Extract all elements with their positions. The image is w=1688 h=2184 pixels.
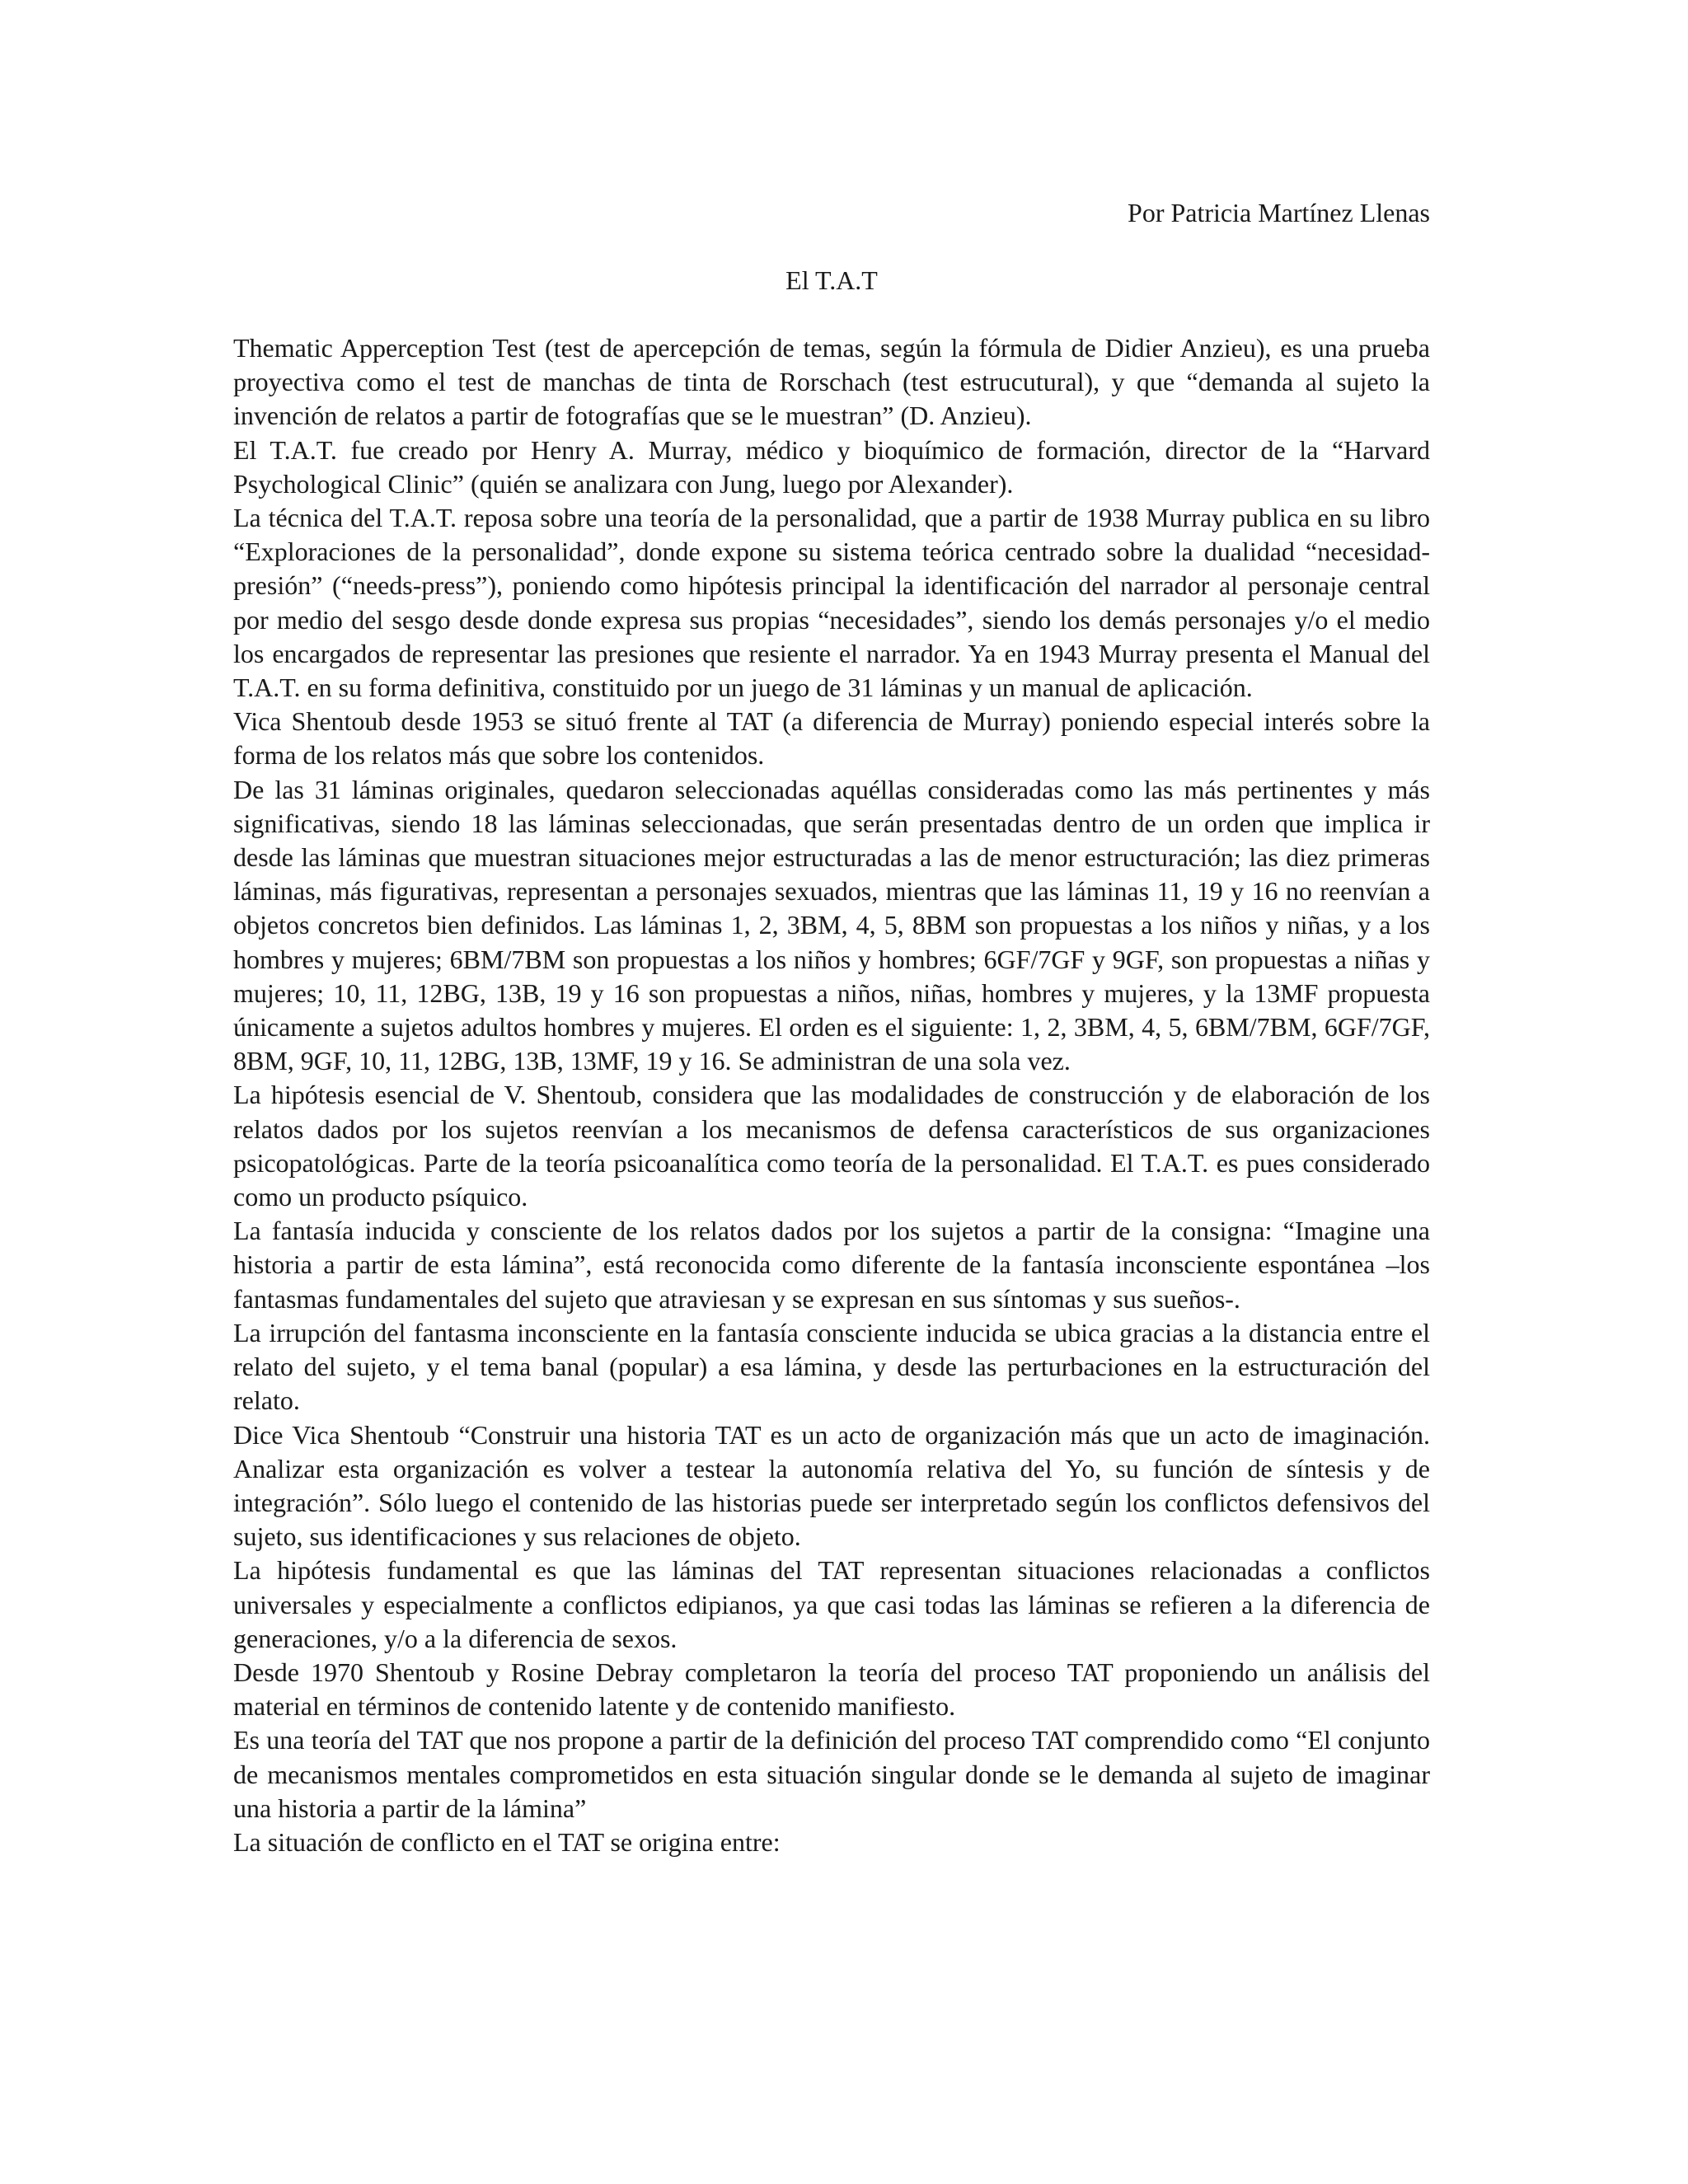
paragraph: La irrupción del fantasma inconsciente en la fantasía consciente inducida se ubica gracias a la distancia entre el relato del sujeto, y el tema banal (popular) a esa lámina, y desde las perturbaciones en la estructuración del relato. bbox=[233, 1317, 1430, 1416]
paragraph: Desde 1970 Shentoub y Rosine Debray completaron la teoría del proceso TAT proponiendo un análisis del material en términos de contenido latente y de contenido manifiesto. bbox=[233, 1657, 1430, 1722]
paragraph: Thematic Apperception Test (test de apercepción de temas, según la fórmula de Didier Anzieu), es una prueba proyectiva como el test de manchas de tinta de Rorschach (test estrucutural), y que “demanda al sujeto la invención de relatos a partir de fotografías que se le muestran” (D. Anzieu). bbox=[233, 333, 1430, 431]
paragraph: El T.A.T. fue creado por Henry A. Murray, médico y bioquímico de formación, director de la “Harvard Psychological Clinic” (quién se analizara con Jung, luego por Alexander). bbox=[233, 434, 1430, 499]
paragraph: La fantasía inducida y consciente de los relatos dados por los sujetos a partir de la consigna: “Imagine una historia a partir de esta lámina”, está reconocida como diferente de la fantasía inconsciente espontánea –los fantasmas fundamentales del sujeto que atraviesan y se expresan en sus síntomas y sus sueños-. bbox=[233, 1216, 1430, 1314]
paragraph: Es una teoría del TAT que nos propone a partir de la definición del proceso TAT comprendido como “El conjunto de mecanismos mentales comprometidos en esta situación singular donde se le demanda al sujeto de imaginar una historia a partir de la lámina” bbox=[233, 1725, 1430, 1823]
paragraph: La técnica del T.A.T. reposa sobre una teoría de la personalidad, que a partir de 1938 Murray publica en su libro “Exploraciones de la personalidad”, donde expone su sistema teórica centrado sobre la dualidad “necesidad-presión” (“needs-press”), poniendo como hipótesis principal la identificación del narrador al personaje central por medio del sesgo desde donde expresa sus propias “necesidades”, siendo los demás personajes y/o el medio los encargados de representar las presiones que resiente el narrador. Ya en 1943 Murray presenta el Manual del T.A.T. en su forma definitiva, constituido por un juego de 31 láminas y un manual de aplicación. bbox=[233, 503, 1430, 703]
paragraph: De las 31 láminas originales, quedaron seleccionadas aquéllas consideradas como las más pertinentes y más significativas, siendo 18 las láminas seleccionadas, que serán presentadas dentro de un orden que implica ir desde las láminas que muestran situaciones mejor estructuradas a las de menor estructuración; las diez primeras láminas, más figurativas, representan a personajes sexuados, mientras que las láminas 11, 19 y 16 no reenvían a objetos concretos bien definidos. Las láminas 1, 2, 3BM, 4, 5, 8BM son propuestas a los niños y niñas, y a los hombres y mujeres; 6BM/7BM son propuestas a los niños y hombres; 6GF/7GF y 9GF, son propuestas a niñas y mujeres; 10, 11, 12BG, 13B, 19 y 16 son propuestas a niños, niñas, hombres y mujeres, y la 13MF propuesta únicamente a sujetos adultos hombres y mujeres. El orden es el siguiente: 1, 2, 3BM, 4, 5, 6BM/7BM, 6GF/7GF, 8BM, 9GF, 10, 11, 12BG, 13B, 13MF, 19 y 16. Se administran de una sola vez. bbox=[233, 774, 1430, 1076]
document-title: El T.A.T bbox=[785, 265, 878, 295]
author-line: Por Patricia Martínez Llenas bbox=[1128, 198, 1430, 227]
paragraph: La hipótesis fundamental es que las láminas del TAT representan situaciones relacionadas a conflictos universales y especialmente a conflictos edipianos, ya que casi todas las láminas se refieren a la diferencia de generaciones, y/o a la diferencia de sexos. bbox=[233, 1555, 1430, 1653]
document-body bbox=[233, 331, 1430, 1859]
paragraph: Dice Vica Shentoub “Construir una historia TAT es un acto de organización más que un acto de imaginación. Analizar esta organización es volver a testear la autonomía relativa del Yo, su función de síntesis y de integración”. Sólo luego el contenido de las historias puede ser interpretado según los conflictos defensivos del sujeto, sus identificaciones y sus relaciones de objeto. bbox=[233, 1419, 1430, 1552]
paragraph: Vica Shentoub desde 1953 se situó frente al TAT (a diferencia de Murray) poniendo especial interés sobre la forma de los relatos más que sobre los contenidos. bbox=[233, 706, 1430, 771]
paragraph: La hipótesis esencial de V. Shentoub, considera que las modalidades de construcción y de elaboración de los relatos dados por los sujetos reenvían a los mecanismos de defensa característicos de sus organizaciones psicopatológicas. Parte de la teoría psicoanalítica como teoría de la personalidad. El T.A.T. es pues considerado como un producto psíquico. bbox=[233, 1080, 1430, 1212]
paragraph: La situación de conflicto en el TAT se origina entre: bbox=[233, 1826, 781, 1857]
